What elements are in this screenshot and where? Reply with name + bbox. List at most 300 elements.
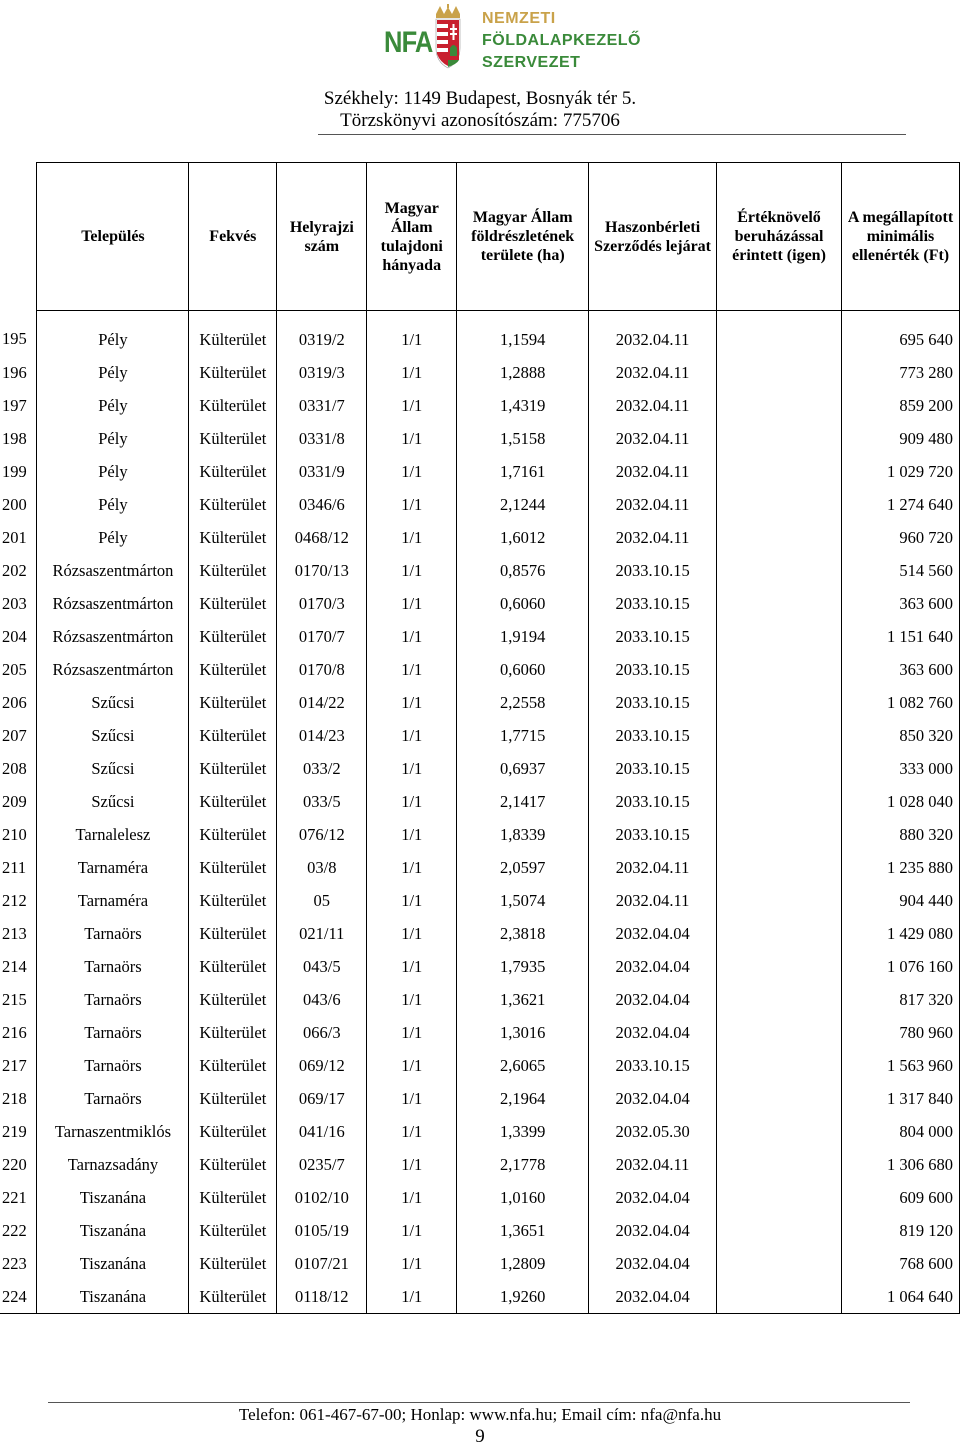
ellenertek-cell: 609 600 — [841, 1181, 959, 1214]
fekves-cell: Külterület — [189, 620, 277, 653]
table-row — [0, 818, 960, 851]
table-row — [0, 1280, 960, 1314]
telepules-cell: Tarnalelesz — [37, 818, 189, 851]
ertekovelo-cell — [717, 752, 842, 785]
fekves-cell: Külterület — [189, 719, 277, 752]
terulet-cell: 2,2558 — [457, 686, 589, 719]
ertekovelo-cell — [717, 719, 842, 752]
ellenertek-cell: 1 028 040 — [841, 785, 959, 818]
tulajdoni-hanyad-cell: 1/1 — [367, 587, 457, 620]
terulet-cell: 0,6060 — [457, 653, 589, 686]
tulajdoni-hanyad-cell: 1/1 — [367, 1049, 457, 1082]
telepules-cell: Tarnazsadány — [37, 1148, 189, 1181]
ertekovelo-cell — [717, 785, 842, 818]
terulet-cell: 1,2809 — [457, 1247, 589, 1280]
helyrajzi-szam-cell: 033/2 — [277, 752, 367, 785]
row-number: 195 — [0, 311, 37, 357]
ertekovelo-cell — [717, 818, 842, 851]
tulajdoni-hanyad-cell: 1/1 — [367, 1181, 457, 1214]
ellenertek-cell: 695 640 — [841, 311, 959, 357]
row-number: 215 — [0, 983, 37, 1016]
ellenertek-cell: 363 600 — [841, 653, 959, 686]
tulajdoni-hanyad-cell: 1/1 — [367, 455, 457, 488]
row-number: 221 — [0, 1181, 37, 1214]
fekves-cell: Külterület — [189, 422, 277, 455]
row-number: 201 — [0, 521, 37, 554]
ellenertek-cell: 1 317 840 — [841, 1082, 959, 1115]
row-number: 208 — [0, 752, 37, 785]
fekves-cell: Külterület — [189, 554, 277, 587]
fekves-cell: Külterület — [189, 851, 277, 884]
helyrajzi-szam-cell: 05 — [277, 884, 367, 917]
fekves-cell: Külterület — [189, 488, 277, 521]
address: Székhely: 1149 Budapest, Bosnyák tér 5. — [323, 88, 637, 109]
helyrajzi-szam-cell: 069/12 — [277, 1049, 367, 1082]
telepules-cell: Rózsaszentmárton — [37, 620, 189, 653]
ertekovelo-cell — [717, 1016, 842, 1049]
fekves-cell: Külterület — [189, 587, 277, 620]
ertekovelo-cell — [717, 587, 842, 620]
table-row — [0, 1115, 960, 1148]
telepules-cell: Pély — [37, 521, 189, 554]
tulajdoni-hanyad-cell: 1/1 — [367, 653, 457, 686]
lejarat-cell: 2032.05.30 — [589, 1115, 717, 1148]
ertekovelo-cell — [717, 1082, 842, 1115]
lejarat-cell: 2032.04.04 — [589, 983, 717, 1016]
table-row — [0, 422, 960, 455]
helyrajzi-szam-cell: 0319/2 — [277, 311, 367, 357]
telepules-cell: Szűcsi — [37, 785, 189, 818]
land-parcel-table — [0, 162, 960, 1314]
row-number: 223 — [0, 1247, 37, 1280]
table-row — [0, 884, 960, 917]
terulet-cell: 2,3818 — [457, 917, 589, 950]
table-row — [0, 1247, 960, 1280]
tulajdoni-hanyad-cell: 1/1 — [367, 950, 457, 983]
table-row — [0, 554, 960, 587]
telepules-cell: Tiszanána — [37, 1280, 189, 1314]
table-row — [0, 1148, 960, 1181]
lejarat-cell: 2032.04.11 — [589, 356, 717, 389]
terulet-cell: 1,3621 — [457, 983, 589, 1016]
lejarat-cell: 2033.10.15 — [589, 653, 717, 686]
table-header-row — [0, 163, 960, 311]
terulet-cell: 2,1778 — [457, 1148, 589, 1181]
telepules-cell: Tiszanána — [37, 1214, 189, 1247]
terulet-cell: 1,9194 — [457, 620, 589, 653]
telepules-cell: Tarnaörs — [37, 950, 189, 983]
helyrajzi-szam-cell: 069/17 — [277, 1082, 367, 1115]
tulajdoni-hanyad-cell: 1/1 — [367, 719, 457, 752]
helyrajzi-szam-cell: 0107/21 — [277, 1247, 367, 1280]
telepules-cell: Pély — [37, 356, 189, 389]
ellenertek-cell: 1 429 080 — [841, 917, 959, 950]
ellenertek-cell: 333 000 — [841, 752, 959, 785]
terulet-cell: 2,6065 — [457, 1049, 589, 1082]
row-number: 206 — [0, 686, 37, 719]
fekves-cell: Külterület — [189, 1049, 277, 1082]
lejarat-cell: 2033.10.15 — [589, 554, 717, 587]
fekves-cell: Külterület — [189, 950, 277, 983]
fekves-cell: Külterület — [189, 884, 277, 917]
lejarat-cell: 2033.10.15 — [589, 818, 717, 851]
telepules-cell: Tarnaméra — [37, 884, 189, 917]
table-row — [0, 1181, 960, 1214]
lejarat-cell: 2032.04.11 — [589, 389, 717, 422]
tulajdoni-hanyad-cell: 1/1 — [367, 311, 457, 357]
ellenertek-cell: 780 960 — [841, 1016, 959, 1049]
lejarat-cell: 2032.04.04 — [589, 1247, 717, 1280]
fekves-cell: Külterület — [189, 1247, 277, 1280]
table-row — [0, 1082, 960, 1115]
ertekovelo-cell — [717, 1247, 842, 1280]
fekves-cell: Külterület — [189, 686, 277, 719]
row-number: 210 — [0, 818, 37, 851]
terulet-cell: 2,1244 — [457, 488, 589, 521]
terulet-cell: 1,3016 — [457, 1016, 589, 1049]
ellenertek-cell: 819 120 — [841, 1214, 959, 1247]
row-number: 214 — [0, 950, 37, 983]
terulet-cell: 1,3651 — [457, 1214, 589, 1247]
helyrajzi-szam-cell: 0346/6 — [277, 488, 367, 521]
lejarat-cell: 2032.04.04 — [589, 1016, 717, 1049]
lejarat-cell: 2032.04.11 — [589, 884, 717, 917]
helyrajzi-szam-cell: 021/11 — [277, 917, 367, 950]
lejarat-cell: 2033.10.15 — [589, 686, 717, 719]
terulet-cell: 1,7935 — [457, 950, 589, 983]
ertekovelo-cell — [717, 1214, 842, 1247]
ertekovelo-cell — [717, 1148, 842, 1181]
terulet-cell: 1,4319 — [457, 389, 589, 422]
col-header-lejarat: Haszonbérleti Szerződés lejárat — [589, 163, 717, 311]
table-row — [0, 389, 960, 422]
ellenertek-cell: 514 560 — [841, 554, 959, 587]
telepules-cell: Pély — [37, 389, 189, 422]
ellenertek-cell: 1 064 640 — [841, 1280, 959, 1314]
tulajdoni-hanyad-cell: 1/1 — [367, 1016, 457, 1049]
org-name-line2: FÖLDALAPKEZELŐ — [482, 32, 641, 49]
row-number: 204 — [0, 620, 37, 653]
table-row — [0, 1016, 960, 1049]
ertekovelo-cell — [717, 1280, 842, 1314]
helyrajzi-szam-cell: 0331/7 — [277, 389, 367, 422]
helyrajzi-szam-cell: 043/6 — [277, 983, 367, 1016]
table-row — [0, 917, 960, 950]
tulajdoni-hanyad-cell: 1/1 — [367, 686, 457, 719]
helyrajzi-szam-cell: 0170/13 — [277, 554, 367, 587]
row-number: 200 — [0, 488, 37, 521]
table-row — [0, 785, 960, 818]
tulajdoni-hanyad-cell: 1/1 — [367, 554, 457, 587]
row-number: 207 — [0, 719, 37, 752]
lejarat-cell: 2033.10.15 — [589, 719, 717, 752]
row-number: 203 — [0, 587, 37, 620]
fekves-cell: Külterület — [189, 785, 277, 818]
telepules-cell: Pély — [37, 422, 189, 455]
terulet-cell: 1,5074 — [457, 884, 589, 917]
row-number: 205 — [0, 653, 37, 686]
helyrajzi-szam-cell: 03/8 — [277, 851, 367, 884]
tulajdoni-hanyad-cell: 1/1 — [367, 1280, 457, 1314]
telepules-cell: Pély — [37, 455, 189, 488]
terulet-cell: 1,5158 — [457, 422, 589, 455]
fekves-cell: Külterület — [189, 356, 277, 389]
helyrajzi-szam-cell: 0331/8 — [277, 422, 367, 455]
helyrajzi-szam-cell: 076/12 — [277, 818, 367, 851]
header-divider — [318, 134, 906, 135]
helyrajzi-szam-cell: 0319/3 — [277, 356, 367, 389]
ellenertek-cell: 880 320 — [841, 818, 959, 851]
ellenertek-cell: 904 440 — [841, 884, 959, 917]
terulet-cell: 1,1594 — [457, 311, 589, 357]
telepules-cell: Szűcsi — [37, 752, 189, 785]
table-row — [0, 653, 960, 686]
table-row — [0, 950, 960, 983]
terulet-cell: 2,0597 — [457, 851, 589, 884]
tulajdoni-hanyad-cell: 1/1 — [367, 1082, 457, 1115]
ertekovelo-cell — [717, 851, 842, 884]
ertekovelo-cell — [717, 686, 842, 719]
row-number: 224 — [0, 1280, 37, 1314]
fekves-cell: Külterület — [189, 311, 277, 357]
fekves-cell: Külterület — [189, 1148, 277, 1181]
ertekovelo-cell — [717, 356, 842, 389]
table-row — [0, 1214, 960, 1247]
lejarat-cell: 2033.10.15 — [589, 620, 717, 653]
row-number: 220 — [0, 1148, 37, 1181]
terulet-cell: 1,0160 — [457, 1181, 589, 1214]
tulajdoni-hanyad-cell: 1/1 — [367, 356, 457, 389]
ertekovelo-cell — [717, 554, 842, 587]
terulet-cell: 2,1417 — [457, 785, 589, 818]
telepules-cell: Tiszanána — [37, 1181, 189, 1214]
ellenertek-cell: 859 200 — [841, 389, 959, 422]
terulet-cell: 2,1964 — [457, 1082, 589, 1115]
table-row — [0, 521, 960, 554]
fekves-cell: Külterület — [189, 818, 277, 851]
helyrajzi-szam-cell: 0468/12 — [277, 521, 367, 554]
ertekovelo-cell — [717, 620, 842, 653]
ellenertek-cell: 773 280 — [841, 356, 959, 389]
telepules-cell: Rózsaszentmárton — [37, 653, 189, 686]
table-row — [0, 719, 960, 752]
lejarat-cell: 2033.10.15 — [589, 752, 717, 785]
ellenertek-cell: 960 720 — [841, 521, 959, 554]
terulet-cell: 1,3399 — [457, 1115, 589, 1148]
fekves-cell: Külterület — [189, 1016, 277, 1049]
telepules-cell: Szűcsi — [37, 719, 189, 752]
lejarat-cell: 2032.04.04 — [589, 917, 717, 950]
tulajdoni-hanyad-cell: 1/1 — [367, 818, 457, 851]
table-row — [0, 1049, 960, 1082]
registry-number: Törzskönyvi azonosítószám: 775706 — [340, 110, 620, 131]
tulajdoni-hanyad-cell: 1/1 — [367, 422, 457, 455]
tulajdoni-hanyad-cell: 1/1 — [367, 851, 457, 884]
ellenertek-cell: 817 320 — [841, 983, 959, 1016]
row-number: 198 — [0, 422, 37, 455]
row-number: 216 — [0, 1016, 37, 1049]
ertekovelo-cell — [717, 983, 842, 1016]
helyrajzi-szam-cell: 033/5 — [277, 785, 367, 818]
fekves-cell: Külterület — [189, 1082, 277, 1115]
terulet-cell: 1,2888 — [457, 356, 589, 389]
ertekovelo-cell — [717, 1115, 842, 1148]
table-body — [0, 311, 960, 1314]
terulet-cell: 1,6012 — [457, 521, 589, 554]
lejarat-cell: 2032.04.11 — [589, 455, 717, 488]
table-row — [0, 488, 960, 521]
ellenertek-cell: 363 600 — [841, 587, 959, 620]
table-row — [0, 983, 960, 1016]
telepules-cell: Tarnaörs — [37, 1082, 189, 1115]
table-row — [0, 311, 960, 357]
row-number: 196 — [0, 356, 37, 389]
row-number: 217 — [0, 1049, 37, 1082]
footer-contact: Telefon: 061-467-67-00; Honlap: www.nfa.hu; Email cím: nfa@nfa.hu — [238, 1405, 722, 1424]
fekves-cell: Külterület — [189, 455, 277, 488]
col-header-helyrajzi-szam: Helyrajzi szám — [277, 163, 367, 311]
terulet-cell: 1,7161 — [457, 455, 589, 488]
helyrajzi-szam-cell: 014/22 — [277, 686, 367, 719]
ellenertek-cell: 909 480 — [841, 422, 959, 455]
fekves-cell: Külterület — [189, 389, 277, 422]
tulajdoni-hanyad-cell: 1/1 — [367, 521, 457, 554]
col-header-ertekovelo: Értéknövelő beruházással érintett (igen) — [717, 163, 842, 311]
tulajdoni-hanyad-cell: 1/1 — [367, 389, 457, 422]
telepules-cell: Tarnaörs — [37, 1016, 189, 1049]
fekves-cell: Külterület — [189, 752, 277, 785]
ellenertek-cell: 1 563 960 — [841, 1049, 959, 1082]
fekves-cell: Külterület — [189, 917, 277, 950]
terulet-cell: 1,9260 — [457, 1280, 589, 1314]
ertekovelo-cell — [717, 521, 842, 554]
row-number: 222 — [0, 1214, 37, 1247]
row-number: 211 — [0, 851, 37, 884]
lejarat-cell: 2032.04.04 — [589, 1280, 717, 1314]
tulajdoni-hanyad-cell: 1/1 — [367, 1115, 457, 1148]
lejarat-cell: 2032.04.04 — [589, 1214, 717, 1247]
lejarat-cell: 2033.10.15 — [589, 785, 717, 818]
helyrajzi-szam-cell: 066/3 — [277, 1016, 367, 1049]
terulet-cell: 0,6060 — [457, 587, 589, 620]
ertekovelo-cell — [717, 1049, 842, 1082]
ertekovelo-cell — [717, 455, 842, 488]
page-header — [0, 0, 960, 138]
telepules-cell: Rózsaszentmárton — [37, 587, 189, 620]
col-header-telepules: Település — [37, 163, 189, 311]
telepules-cell: Tarnaörs — [37, 917, 189, 950]
lejarat-cell: 2032.04.11 — [589, 422, 717, 455]
tulajdoni-hanyad-cell: 1/1 — [367, 785, 457, 818]
row-number: 213 — [0, 917, 37, 950]
telepules-cell: Rózsaszentmárton — [37, 554, 189, 587]
tulajdoni-hanyad-cell: 1/1 — [367, 620, 457, 653]
terulet-cell: 1,7715 — [457, 719, 589, 752]
row-number: 212 — [0, 884, 37, 917]
ertekovelo-cell — [717, 950, 842, 983]
table-row — [0, 587, 960, 620]
lejarat-cell: 2032.04.11 — [589, 488, 717, 521]
ellenertek-cell: 1 029 720 — [841, 455, 959, 488]
telepules-cell: Tarnaszentmiklós — [37, 1115, 189, 1148]
helyrajzi-szam-cell: 0118/12 — [277, 1280, 367, 1314]
table-row — [0, 752, 960, 785]
ellenertek-cell: 850 320 — [841, 719, 959, 752]
fekves-cell: Külterület — [189, 1280, 277, 1314]
ertekovelo-cell — [717, 653, 842, 686]
ellenertek-cell: 804 000 — [841, 1115, 959, 1148]
ertekovelo-cell — [717, 488, 842, 521]
row-number: 202 — [0, 554, 37, 587]
org-name-line1: NEMZETI — [482, 10, 556, 27]
footer-divider — [48, 1402, 910, 1403]
fekves-cell: Külterület — [189, 1181, 277, 1214]
logo-text: NFA — [384, 26, 433, 59]
ellenertek-cell: 1 076 160 — [841, 950, 959, 983]
lejarat-cell: 2033.10.15 — [589, 587, 717, 620]
helyrajzi-szam-cell: 0105/19 — [277, 1214, 367, 1247]
lejarat-cell: 2032.04.11 — [589, 311, 717, 357]
ertekovelo-cell — [717, 311, 842, 357]
fekves-cell: Külterület — [189, 1115, 277, 1148]
col-header-index — [0, 163, 37, 311]
helyrajzi-szam-cell: 0102/10 — [277, 1181, 367, 1214]
page-number: 9 — [475, 1426, 485, 1447]
table-row — [0, 851, 960, 884]
ellenertek-cell: 1 306 680 — [841, 1148, 959, 1181]
ellenertek-cell: 1 235 880 — [841, 851, 959, 884]
lejarat-cell: 2032.04.04 — [589, 1082, 717, 1115]
lejarat-cell: 2033.10.15 — [589, 1049, 717, 1082]
ertekovelo-cell — [717, 389, 842, 422]
tulajdoni-hanyad-cell: 1/1 — [367, 488, 457, 521]
col-header-ellenertek: A megállapított minimális ellenérték (Ft) — [841, 163, 959, 311]
helyrajzi-szam-cell: 0331/9 — [277, 455, 367, 488]
row-number: 199 — [0, 455, 37, 488]
fekves-cell: Külterület — [189, 983, 277, 1016]
telepules-cell: Tarnaörs — [37, 983, 189, 1016]
org-name-line3: SZERVEZET — [482, 54, 581, 71]
ertekovelo-cell — [717, 422, 842, 455]
telepules-cell: Pély — [37, 488, 189, 521]
fekves-cell: Külterület — [189, 521, 277, 554]
row-number: 197 — [0, 389, 37, 422]
tulajdoni-hanyad-cell: 1/1 — [367, 752, 457, 785]
lejarat-cell: 2032.04.11 — [589, 851, 717, 884]
col-header-fekves: Fekvés — [189, 163, 277, 311]
telepules-cell: Pély — [37, 311, 189, 357]
tulajdoni-hanyad-cell: 1/1 — [367, 884, 457, 917]
table-row — [0, 455, 960, 488]
col-header-tulajdoni-hanyad: Magyar Állam tulajdoni hányada — [367, 163, 457, 311]
telepules-cell: Tarnaörs — [37, 1049, 189, 1082]
table-row — [0, 620, 960, 653]
lejarat-cell: 2032.04.11 — [589, 521, 717, 554]
land-parcel-table-wrapper — [0, 162, 960, 1314]
row-number: 219 — [0, 1115, 37, 1148]
terulet-cell: 0,8576 — [457, 554, 589, 587]
tulajdoni-hanyad-cell: 1/1 — [367, 1214, 457, 1247]
tulajdoni-hanyad-cell: 1/1 — [367, 917, 457, 950]
helyrajzi-szam-cell: 041/16 — [277, 1115, 367, 1148]
fekves-cell: Külterület — [189, 1214, 277, 1247]
ertekovelo-cell — [717, 1181, 842, 1214]
table-row — [0, 356, 960, 389]
ertekovelo-cell — [717, 884, 842, 917]
telepules-cell: Tarnaméra — [37, 851, 189, 884]
lejarat-cell: 2032.04.11 — [589, 1148, 717, 1181]
telepules-cell: Tiszanána — [37, 1247, 189, 1280]
